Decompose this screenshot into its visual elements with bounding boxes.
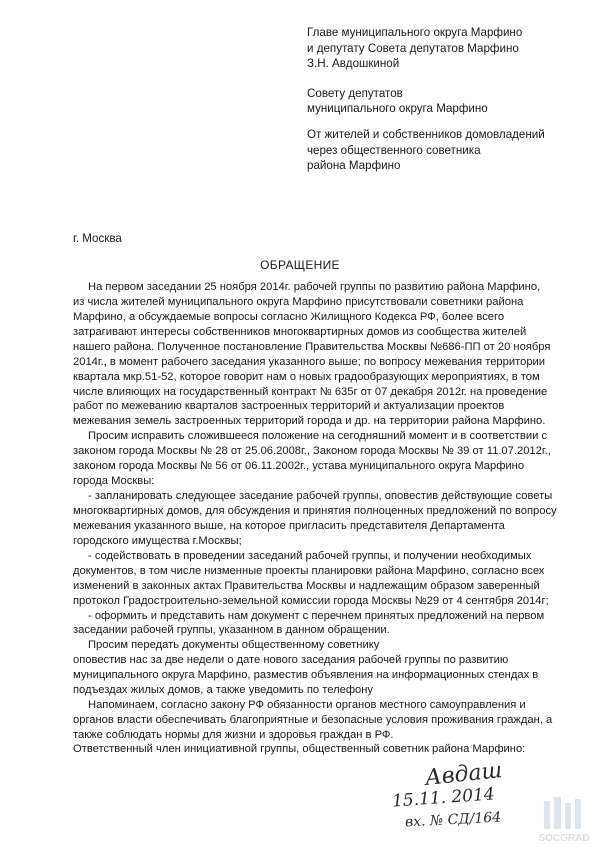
list-item-line: - запланировать следующее заседание рабочей группы, оповестив действующие советы — [88, 490, 553, 502]
handwritten-reference: вх. № СД/164 — [404, 809, 502, 831]
handwritten-signature: Авдаш — [423, 758, 504, 791]
list-item-line: заседании рабочей группы, указанном в данном обращении. — [73, 624, 390, 636]
body-line: оповестив нас за две недели о дате нового заседания рабочей группы по развитию — [73, 654, 509, 666]
addressee-line: и депутату Совета депутатов Марфино — [307, 42, 519, 55]
body-line: муниципального округа Марфино, разместив объявления на информационных стендах в — [73, 669, 539, 681]
body-line: нашего района. Полученное постановление Правительства Москвы №686-ПП от 20 ноября — [73, 341, 551, 353]
body-line: органов власти обеспечивать благоприятные и безопасные условия проживания граждан, а — [73, 714, 553, 726]
list-item-line: протокол Градостроительно-земельной комиссии города Москвы №29 от 4 сентября 2014г; — [73, 595, 549, 607]
body-line: квартала мкр.51-52, которое говорит нам о новых градообразующих мероприятиях, в том — [73, 371, 540, 383]
body-line: Марфино, а обсуждаемые вопросы согласно Жилищного Кодекса РФ, более всего — [73, 311, 505, 323]
body-line: числе влияющих на государственный контракт № 635г от 07 декабря 2012г. на проведение — [73, 386, 548, 398]
body-line: межевания земель застроенных территорий города и др. на территории района Марфино. — [73, 415, 546, 427]
body-line: Просим исправить сложившееся положение на сегодняшний момент и в соответствии с — [88, 430, 548, 442]
body-line: из числа жителей муниципального округа Марфино присутствовали советники района — [73, 296, 524, 308]
signature-label: Ответственный член инициативной группы, общественный советник района Марфино: — [73, 743, 526, 755]
list-item-line: межевания указанного выше, на которое пригласить представителя Департамента — [73, 520, 505, 532]
body-line: законом города Москвы № 56 от 06.11.2002г., устава муниципального округа Марфино — [73, 460, 525, 472]
list-item-line: - содействовать в проведении заседаний рабочей группы, и получении необходимых — [88, 550, 532, 562]
body-line: города Москвы: — [73, 475, 155, 487]
list-item-line: документов, в том числе низменные проекты планировки района Марфино, согласно всех — [73, 565, 545, 577]
sender-line: через общественного советника — [307, 144, 481, 157]
body-line: законом города Москвы № 28 от 25.06.2008г., Законом города Москвы № 39 от 11.07.2012г., — [73, 445, 551, 457]
body-line: На первом заседании 25 ноября 2014г. рабочей группы по развитию района Марфино, — [88, 281, 541, 293]
body-line: 2014г., в момент рабочего заседания указанного выше; по вопросу межевания территории — [73, 356, 546, 368]
list-item-line: многоквартирных домов, для обсуждения и принятия полноценных предложений по вопросу — [73, 505, 557, 517]
body-line: Просим передать документы общественному советнику — [88, 639, 380, 651]
city-line: г. Москва — [73, 232, 122, 245]
sender-line: района Марфино — [307, 159, 401, 172]
watermark-text: SOCGRAD — [538, 833, 590, 844]
list-item-line: изменений в законных актах Правительства Москвы и надлежащим образом заверенный — [73, 580, 540, 592]
body-line: подъездах жилых домов, а также уведомить по телефону — [73, 684, 374, 696]
body-line: работ по межеванию кварталов застроенных территорий и актуализации проектов — [73, 400, 505, 412]
body-line: Напоминаем, согласно закону РФ обязанности органов местного самоуправления и — [88, 699, 526, 711]
body-line: затрагивают интересы собственников многоквартирных домов из сообщества жителей — [73, 326, 527, 338]
sender-line: От жителей и собственников домовладений — [307, 128, 545, 141]
addressee-line: муниципального округа Марфино — [307, 102, 488, 115]
list-item-line: городского имущества г.Москвы; — [73, 535, 242, 547]
handwritten-date: 15.11. 2014 — [391, 784, 496, 812]
list-item-line: - оформить и представить нам документ с перечнем принятых предложений на первом — [88, 610, 545, 622]
addressee-line: З.Н. Авдошкиной — [307, 57, 400, 70]
addressee-line: Главе муниципального округа Марфино — [307, 26, 523, 39]
body-line: также соблюдать нормы для жизни и здоровья граждан в РФ. — [73, 729, 394, 741]
addressee-line: Совету депутатов — [307, 87, 403, 100]
watermark-logo — [528, 795, 600, 845]
document-title: ОБРАЩЕНИЕ — [260, 258, 340, 272]
